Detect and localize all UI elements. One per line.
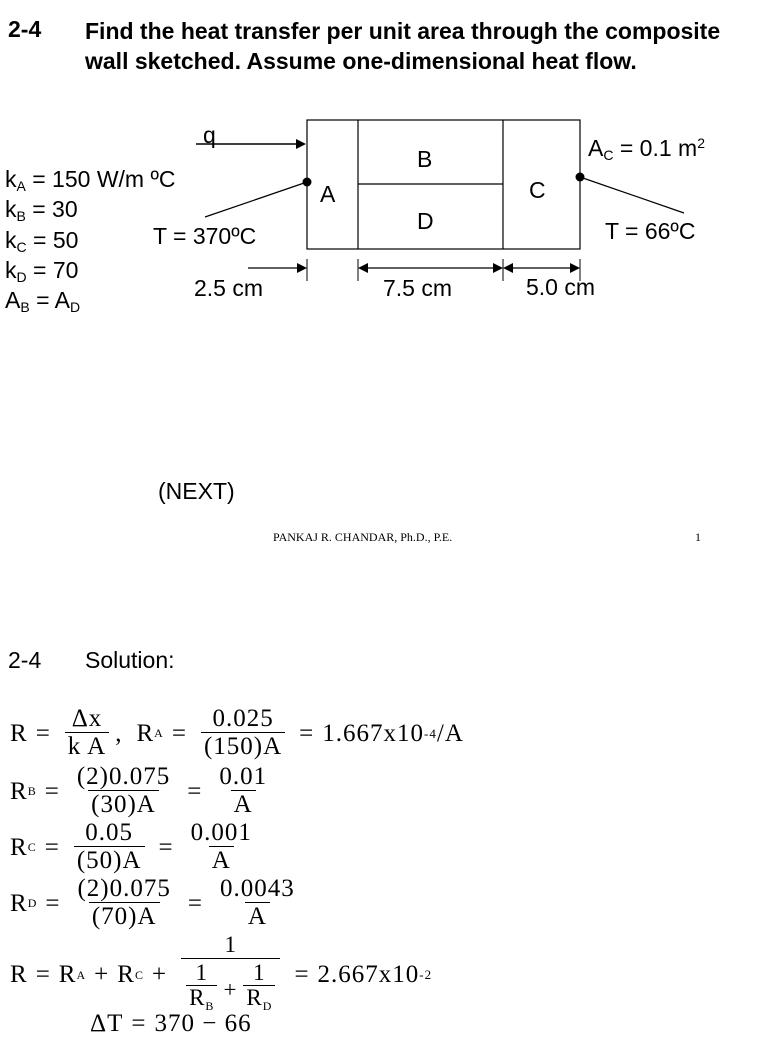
layer-b-label: B [417,146,433,172]
next-label: (NEXT) [158,478,235,504]
solution-number: 2-4 [8,647,42,673]
heat-flow-arrowhead [296,139,306,149]
equation-heat-flux-partial: ΔT = 370 − 66 [90,1010,252,1037]
left-surface-point [303,178,312,187]
area-c-label: $A_C = 0.1$ $m^2$ [588,135,705,163]
equation-total-resistance: R = R A + R C + 1 $\frac{1}{R_B}$ + $\frac{1}{R_D}$ = 2.667x10 -2 [10,932,432,1018]
given-area-relation: $A_B = A_D$ [5,287,81,315]
equation-resistance-c: R C = $\frac{0.05}{(50)A}$ = $\frac{0.001}{A}$ [10,819,252,874]
dim-bd-label: 7.5 cm [383,275,453,301]
dim-a-label: 2.5 cm [194,275,264,301]
right-temperature: T = 66ºC [605,218,696,244]
dim-a-arrowhead [297,263,307,273]
given-kc: $k_C = 50$ [5,227,79,255]
dim-c-arrowhead-left [503,263,513,273]
layer-c-label: C [529,177,546,203]
layer-d-label: D [417,208,434,234]
equation-resistance-d: R D = $\frac{(2)0.075}{(70)A}$ = $\frac{0.0043}{A}$ [10,875,295,930]
footer-author: PANKAJ R. CHANDAR, Ph.D., P.E. [273,530,453,544]
equation-resistance-a: R = $\frac{\Delta x}{\text{k A}}$ , R A = $\frac{0.025}{(150)A}$ = 1.667x10 -4 /A [10,705,464,760]
problem-number: 2-4 [8,16,42,42]
left-temp-leader [205,182,307,217]
right-temp-leader [580,177,684,213]
right-surface-point [576,173,585,182]
dim-bd-arrowhead-right [493,263,503,273]
solution-title: Solution: [85,647,175,673]
given-kb: $k_B = 30$ [5,196,78,224]
given-ka: $k_A = 150$ W/m ºC [5,166,176,194]
footer-page-number: 1 [695,530,701,544]
dim-c-label: 5.0 cm [526,274,596,300]
layer-a-label: A [320,181,336,207]
q-label: q [203,122,216,148]
dim-bd-arrowhead-left [358,263,368,273]
dim-c-arrowhead-right [570,263,580,273]
given-kd: $k_D = 70$ [5,257,79,285]
problem-statement: Find the heat transfer per unit area through the composite wall sketched. Assume one-dimensional heat flow. [85,18,721,74]
left-temperature: T = 370ºC [153,223,257,249]
equation-resistance-b: R B = $\frac{(2)0.075}{(30)A}$ = $\frac{0.01}{A}$ [10,763,268,818]
